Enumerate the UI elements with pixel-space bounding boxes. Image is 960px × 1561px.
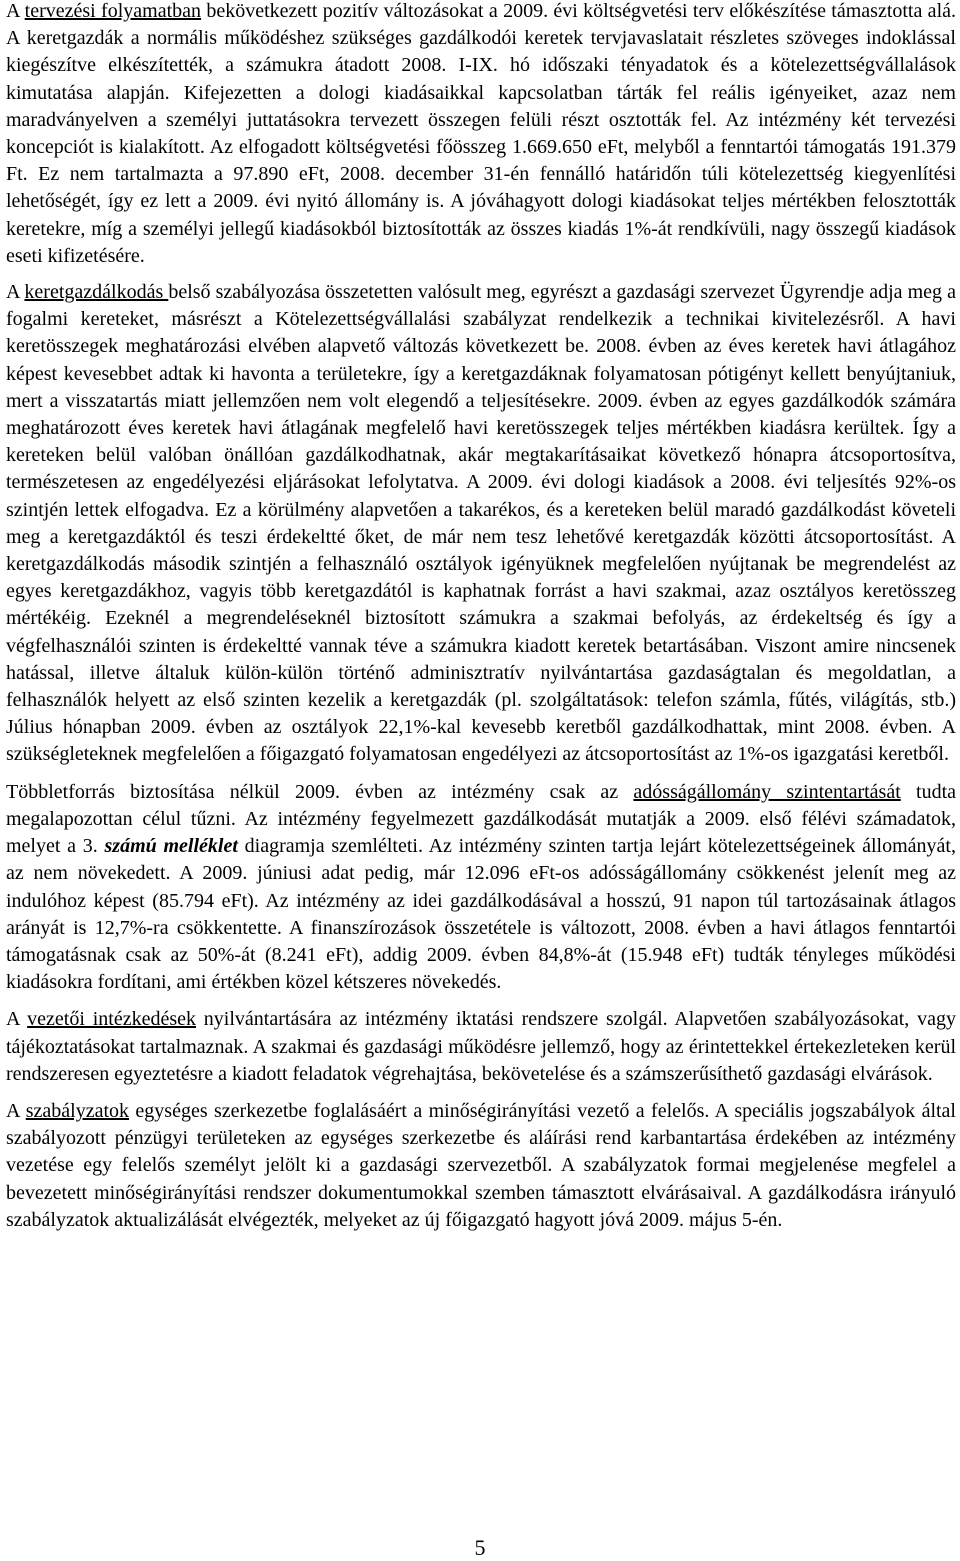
text-run: egységes szerkezetbe foglalásáért a minőségirányítási vezető a felelős. A speciális jogszabályok által szabályozott pénzügyi területeken az egységes szerkezetbe és aláírási rend karbantartása érdekében az intézmény vezetése egy felelős személyt jelölt ki a gazdasági szervezetből. A szabályzatok formai megjelenése megfelel a bevezetett minőségirányítási rendszer dokumentumokkal szemben támasztott elvárásaival. A gazdálkodásra irányuló szabályzatok aktualizálását elvégezték, melyeket az új főigazgató hagyott jóvá 2009. május 5-én. <box>6 1099 956 1231</box>
text-run: belső szabályozása összetetten valósult meg, egyrészt a gazdasági szervezet Ügyrendje adja meg a fogalmi kereteket, másrészt a Kötelezettségvállalási szabályzat rendelkezik a technikai kivitelezésről. A havi keretösszegek meghatározási elvében alapvető változás következett be. 2008. évben az éves keretek havi átlagához képest kevesebbet adtak ki havonta a területekre, így a keretgazdáknak folyamatosan pótigényt kellett benyújtaniuk, mert a visszatartás miatt jellemzően nem volt elegendő a teljesítésekre. 2009. évben az egyes gazdálkodók számára meghatározott éves keretek havi átlagának megfelelő havi keretösszegek teljes mértékben kiadásra kerültek. Így a kereteken belül valóban önállóan gazdálkodhatnak, akár megtakarításaikat következő hónapra átcsoportosítva, természetesen az engedélyezési eljárásokat lefolytatva. A 2009. évi dologi kiadások a 2008. évi teljesítés 92%-os szintjén lettek elfogadva. Ez a körülmény alapvetően a takarékos, és a kereteken belül maradó gazdálkodást követeli meg a keretgazdáktól és teszi érdekeltté őket, de már nem tesz lehetővé keretgazdák közötti átcsoportosítást. A keretgazdálkodás második szintjén a felhasználó osztályok igényüknek megfelelően nyújtanak be megrendelést az egyes keretgazdákhoz, vagyis több keretgazdától is kaphatnak forrást a havi szakmai, azaz osztályos keretösszeg mértékéig. Ezeknél a megrendeléseknél biztosított számukra a szakmai befolyás, az érdekeltség és így a végfelhasználói szinten is érdekeltté vannak téve a számukra kiadott keretek betartásában. Viszont amire nincsenek hatással, illetve általuk külön-külön történő adminisztratív nyilvántartása gazdaságtalan és megoldatlan, a felhasználók helyett az első szinten kezelik a keretgazdák (pl. szolgáltatások: telefon számla, fűtés, világítás, stb.) Július hónapban 2009. évben az osztályok 22,1%-kal kevesebb keretből gazdálkodhattak, mint 2008. évben. A szükségleteknek megfelelően a főigazgató folyamatosan engedélyezi az átcsoportosítást az 1%-os igazgatási keretből. <box>6 281 957 766</box>
paragraph-tervezesi-folyamat <box>6 0 956 270</box>
text-run: bekövetkezett pozitív változásokat a 2009. évi költségvetési terv előkészítése támasztotta alá. A keretgazdák a normális működéshez szükséges gazdálkodói keretek tervjavaslatait részletes szöveges indoklással kiegészítve elkészítették, a számukra átadott 2008. I-IX. hó időszaki tényadatok és a kötelezettségvállalások kimutatása alapján. Kifejezetten a dologi kiadásaikkal kapcsolatban tárták fel reális igényeiket, azaz nem maradványelven a személyi juttatásokra tervezett összegen felüli részt osztották fel. Az intézmény két tervezési koncepciót is kialakított. Az elfogadott költségvetési főösszeg 1.669.650 eFt, melyből a fenntartói támogatás 191.379 Ft. Ez nem tartalmazta a 97.890 eFt, 2008. december 31-én fennálló határidőn túli kötelezettség kiegyenlítési lehetőségét, így ez lett a 2009. évi nyitó állomány is. A jóváhagyott dologi kiadásokat teljes mértékben felosztották keretekre, míg a személyi jellegű kiadásokból biztosították az összes kiadás 1%-át rendkívüli, nagy összegű kiadások eseti kifizetésére. <box>6 0 956 267</box>
text-run: diagramja szemlélteti. Az intézmény szinten tartja lejárt kötelezettségeinek állományát, az nem növekedett. A 2009. júniusi adat pedig, már 12.096 eFt-os adósságállomány csökkenést jelenít meg az indulóhoz képest (85.794 eFt). Az intézmény az idei gazdálkodásával a hosszú, 91 napon túl tartozásainak átlagos arányát is 12,7%-ra csökkentette. A finanszírozások összetétele is változott, 2008. évben a havi átlagos fenntartói támogatásnak csak az 50%-át (8.241 eFt), addig 2009. évben 84,8%-át (15.948 eFt) tudták tényleges működési kiadásokra fordítani, ami értékben közel kétszeres növekedés. <box>6 835 956 994</box>
text-run: A <box>6 1099 26 1122</box>
underlined-term: vezetői intézkedések <box>27 1008 196 1031</box>
underlined-term: adósságállomány szintentartását <box>633 780 901 803</box>
document-body <box>6 0 956 1234</box>
text-run: nyilvántartására az intézmény iktatási rendszere szolgál. Alapvetően szabályozásokat, vagy tájékoztatásokat tartalmaznak. A szakmai és gazdasági működésre jellemző, hogy az érintettekkel értekezleteken kerül rendszeresen egyeztetésre a kiadott feladatok végrehajtása, bekövetelése és a számszerűsíthető gazdasági elvárások. <box>6 1008 956 1085</box>
underlined-term: tervezési folyamatban <box>24 0 202 22</box>
page-number: 5 <box>474 1535 486 1560</box>
text-run: A <box>6 1008 28 1031</box>
underlined-term: keretgazdálkodás <box>24 281 169 304</box>
paragraph-keretgazdalkodas <box>6 279 956 769</box>
annex-reference: számú melléklet <box>104 835 238 858</box>
paragraph-szabalyzatok <box>6 1098 956 1234</box>
text-run: tudta megalapozottan célul tűzni. Az intézmény fegyelmezett gazdálkodását mutatják a 2009. első félévi számadatok, melyet a 3. <box>6 780 956 858</box>
paragraph-vezetoi-intezkedesek <box>6 1006 956 1088</box>
paragraph-tobbletforras <box>6 779 956 997</box>
text-run: Többletforrás biztosítása nélkül 2009. évben az intézmény csak az <box>6 780 634 803</box>
underlined-term: szabályzatok <box>25 1099 130 1122</box>
text-run: A <box>6 281 25 304</box>
text-run: A <box>6 0 25 22</box>
